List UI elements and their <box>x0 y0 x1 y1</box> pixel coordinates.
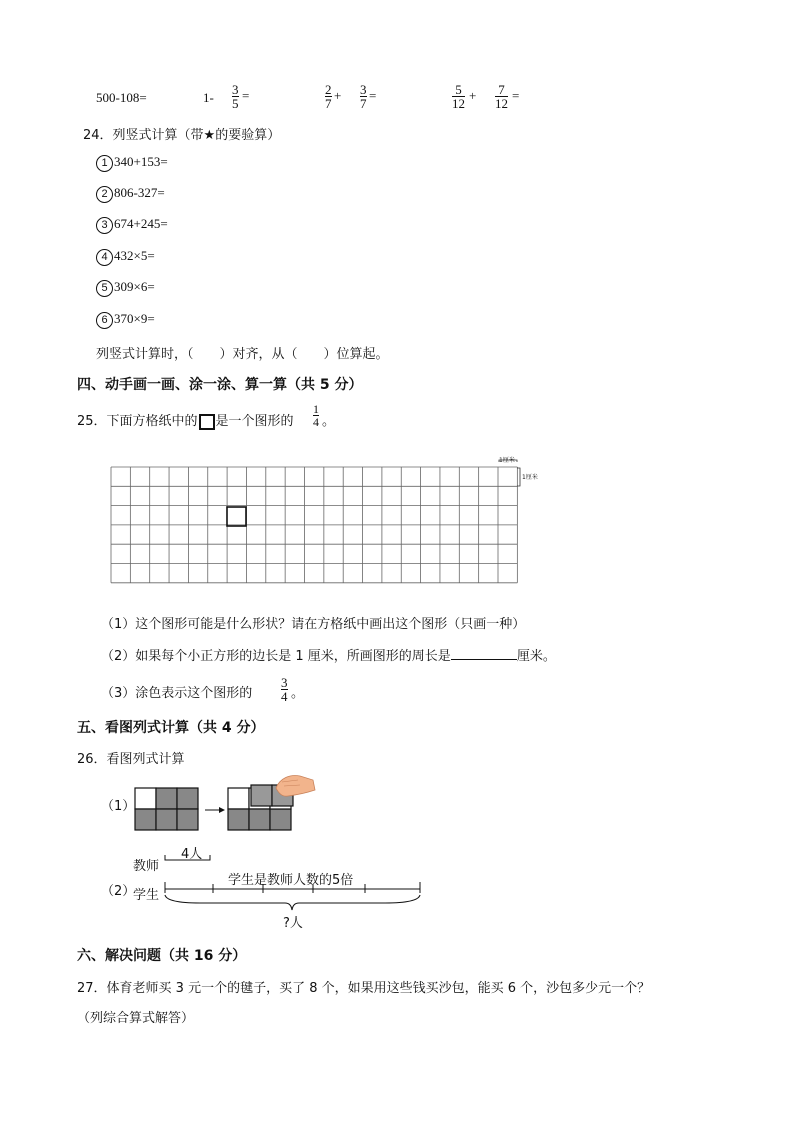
item-number: 6 <box>96 312 113 329</box>
section-6-title: 六、解决问题（共 16 分） <box>77 948 247 964</box>
legend-height-label: 1厘米 <box>522 474 538 481</box>
item-number: 2 <box>96 186 113 203</box>
item-number: 3 <box>96 217 113 234</box>
calc-expr-1: 500-108= <box>96 90 147 105</box>
student-label: 学生 <box>133 888 160 903</box>
section-4-title: 四、动手画一画、涂一涂、算一算（共 5 分） <box>77 377 363 393</box>
q27-line-1: 27．体育老师买 3 元一个的毽子，买了 8 个，如果用这些钱买沙包，能买 6 个，沙包多少元一个？ <box>77 981 651 996</box>
relation-label: 学生是教师人数的5倍 <box>228 873 354 888</box>
calc-expr-2-prefix: 1- <box>203 90 214 105</box>
plus-sign: + <box>469 88 477 103</box>
denominator: 12 <box>452 96 465 111</box>
item-expr: 309×6= <box>114 279 155 294</box>
total-brace <box>165 895 420 910</box>
denominator: 4 <box>313 415 319 429</box>
numerator: 2 <box>325 82 332 97</box>
squares-before <box>135 788 198 830</box>
hand-icon <box>276 776 315 797</box>
item-expr: 806-327= <box>114 185 165 200</box>
equals-sign: = <box>242 88 250 103</box>
q25-sub2-post: 厘米。 <box>516 649 556 664</box>
equals-sign: = <box>512 88 520 103</box>
q24-fill-line: 列竖式计算时，（ ）对齐，从（ ）位算起。 <box>96 347 389 362</box>
denominator: 7 <box>325 96 332 111</box>
numerator: 3 <box>232 82 239 97</box>
numerator: 3 <box>360 82 367 97</box>
numerator: 5 <box>455 82 462 97</box>
item-expr: 674+245= <box>114 216 168 231</box>
denominator: 12 <box>495 96 508 111</box>
plus-sign: + <box>334 88 342 103</box>
q26-sub1-label: （1） <box>101 799 136 814</box>
q25-sub3: （3）涂色表示这个图形的 <box>101 686 253 701</box>
numerator: 7 <box>498 82 505 97</box>
legend-width-label: 1厘米 <box>499 457 515 464</box>
question-label: ?人 <box>283 916 303 931</box>
numerator: 3 <box>281 675 288 690</box>
q25-sub1: （1）这个图形可能是什么形状？请在方格纸中画出这个图形（只画一种） <box>101 617 526 632</box>
q27-line-2: （列综合算式解答） <box>77 1011 195 1026</box>
q25-sub2-pre: （2）如果每个小正方形的边长是 1 厘米，所画图形的周长是 <box>101 649 451 664</box>
item-number: 5 <box>96 280 113 297</box>
item-number: 1 <box>96 155 113 172</box>
denominator: 4 <box>281 689 288 704</box>
teacher-count-label: 4人 <box>181 847 203 862</box>
teacher-label: 教师 <box>133 859 160 874</box>
equals-sign: = <box>369 88 377 103</box>
item-expr: 340+153= <box>114 154 168 169</box>
q24-title: 24．列竖式计算（带★的要验算） <box>83 128 281 143</box>
item-number: 4 <box>96 249 113 266</box>
denominator: 5 <box>232 96 239 111</box>
q25-title-mid: 是一个图形的 <box>215 414 294 429</box>
denominator: 7 <box>360 96 367 111</box>
item-expr: 370×9= <box>114 311 155 326</box>
q25-title-pre: 25．下面方格纸中的 <box>77 414 198 429</box>
item-expr: 432×5= <box>114 248 155 263</box>
q26-sub2-label: （2） <box>101 884 136 899</box>
section-5-title: 五、看图列式计算（共 4 分） <box>77 720 265 736</box>
q26-title: 26．看图列式计算 <box>77 752 185 767</box>
q25-sub3-end: 。 <box>291 686 305 701</box>
arrow-right-icon <box>205 807 225 813</box>
q25-title-end: 。 <box>322 414 336 429</box>
numerator: 1 <box>313 402 319 416</box>
